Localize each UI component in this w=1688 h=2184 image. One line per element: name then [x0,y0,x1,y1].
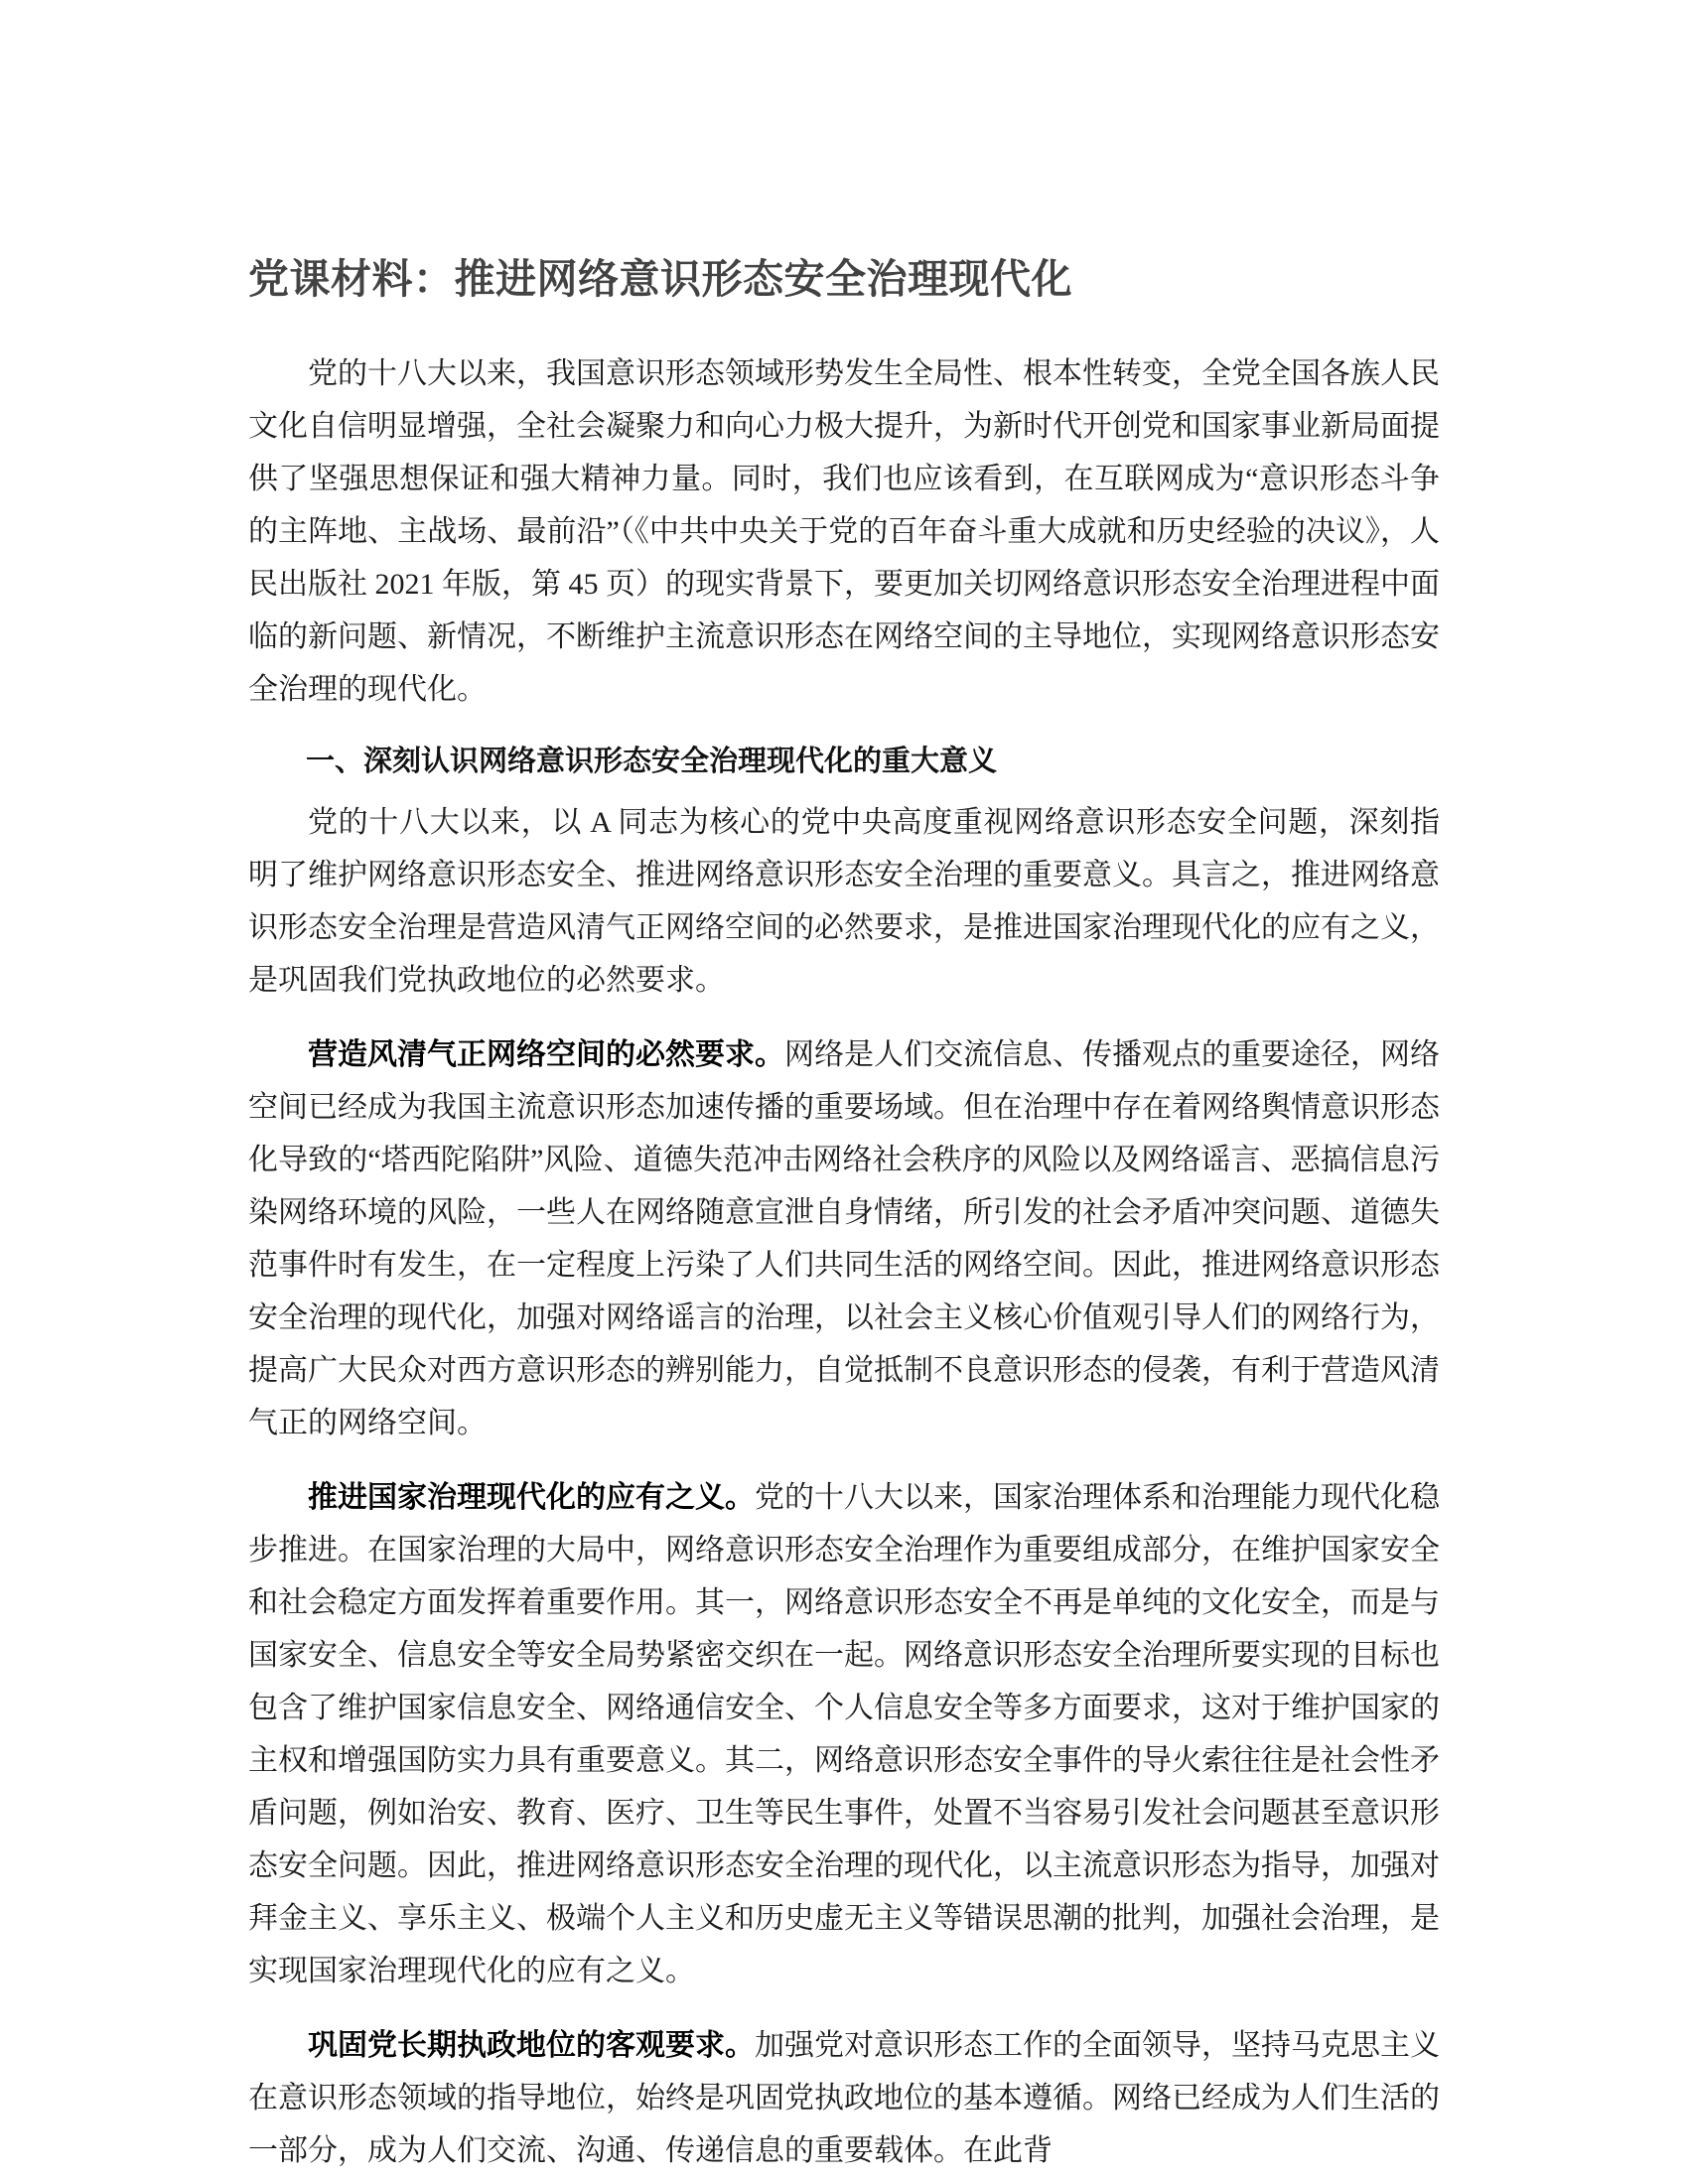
paragraph-text-party-governance: 加强党对意识形态工作的全面领导，坚持马克思主义在意识形态领域的指导地位，始终是巩固党执政地位的基本遵循。网络已经成为人们生活的一部分，成为人们交流、沟通、传递信息的重要载体。在此背 [248,2029,1440,2167]
paragraph-text-clean-cyberspace: 网络是人们交流信息、传播观点的重要途径，网络空间已经成为我国主流意识形态加速传播的重要场域。但在治理中存在着网络舆情意识形态化导致的“塔西陀陷阱”风险、道德失范冲击网络社会秩序的风险以及网络谣言、恶搞信息污染网络环境的风险，一些人在网络随意宣泄自身情绪，所引发的社会矛盾冲突问题、道德失范事件时有发生，在一定程度上污染了人们共同生活的网络空间。因此，推进网络意识形态安全治理的现代化，加强对网络谣言的治理，以社会主义核心价值观引导人们的网络行为，提高广大民众对西方意识形态的辨别能力，自觉抵制不良意识形态的侵袭，有利于营造风清气正的网络空间。 [248,1038,1440,1439]
page-title: 党课材料：推进网络意识形态安全治理现代化 [248,256,1072,302]
paragraph-lead-party-governance: 巩固党长期执政地位的客观要求。 [308,2029,755,2062]
section-heading-1: 一、深刻认识网络意识形态安全治理现代化的重大意义 [306,746,998,777]
paragraph-clean-cyberspace [248,1028,1440,1449]
paragraph-text-governance-modernization: 党的十八大以来，国家治理体系和治理能力现代化稳步推进。在国家治理的大局中，网络意识形态安全治理作为重要组成部分，在维护国家安全和社会稳定方面发挥着重要作用。其一，网络意识形态安全不再是单纯的文化安全，而是与国家安全、信息安全等安全局势紧密交织在一起。网络意识形态安全治理所要实现的目标也包含了维护国家信息安全、网络通信安全、个人信息安全等多方面要求，这对于维护国家的主权和增强国防实力具有重要意义。其二，网络意识形态安全事件的导火索往往是社会性矛盾问题，例如治安、教育、医疗、卫生等民生事件，处置不当容易引发社会问题甚至意识形态安全问题。因此，推进网络意识形态安全治理的现代化，以主流意识形态为指导，加强对拜金主义、享乐主义、极端个人主义和历史虚无主义等错误思潮的批判，加强社会治理，是实现国家治理现代化的应有之义。 [248,1481,1440,1987]
paragraph-governance-modernization [248,1471,1440,1997]
paragraph-lead-clean-cyberspace: 营造风清气正网络空间的必然要求。 [308,1038,784,1071]
page-content-area [248,250,1440,2184]
paragraph-section1-intro: 党的十八大以来，以 A 同志为核心的党中央高度重视网络意识形态安全问题，深刻指明了维护网络意识形态安全、推进网络意识形态安全治理的重要意义。具言之，推进网络意识形态安全治理是营造风清气正网络空间的必然要求，是推进国家治理现代化的应有之义，是巩固我们党执政地位的必然要求。 [248,806,1440,997]
paragraph-lead-governance-modernization: 推进国家治理现代化的应有之义。 [308,1481,755,1514]
paragraph-intro: 党的十八大以来，我国意识形态领域形势发生全局性、根本性转变，全党全国各族人民文化自信明显增强，全社会凝聚力和向心力极大提升，为新时代开创党和国家事业新局面提供了坚强思想保证和强大精神力量。同时，我们也应该看到，在互联网成为“意识形态斗争的主阵地、主战场、最前沿”（《中共中央关于党的百年奋斗重大成就和历史经验的决议》，人民出版社 2021 年版，第 45 页）的现实背景下，要更加关切网络意识形态安全治理进程中面临的新问题、新情况，不断维护主流意识形态在网络空间的主导地位，实现网络意识形态安全治理的现代化。 [248,357,1440,706]
paragraph-party-governance [248,2019,1440,2177]
